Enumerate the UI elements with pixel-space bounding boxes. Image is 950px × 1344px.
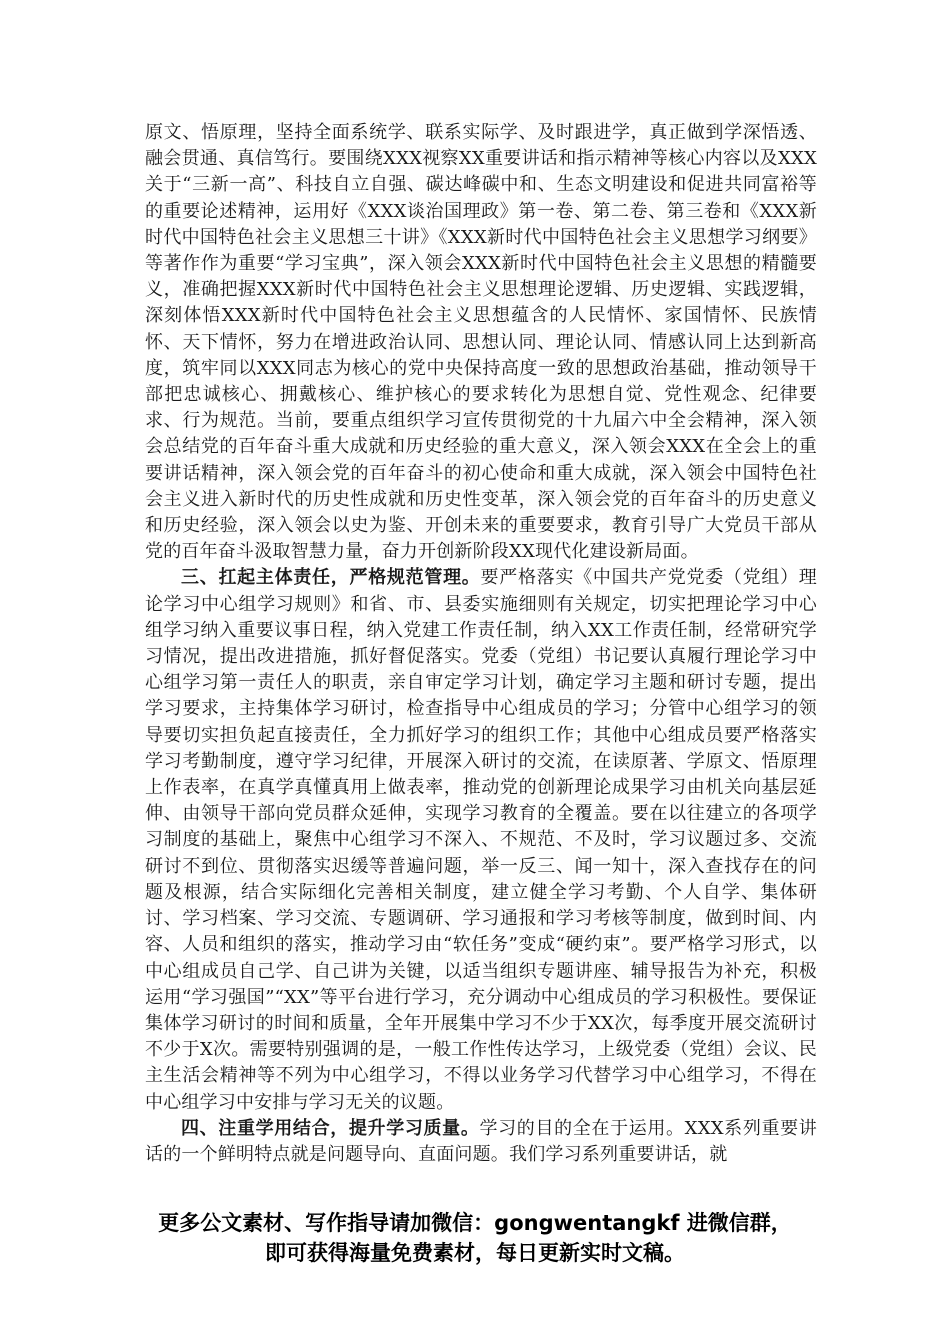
footer-ad-line: 更多公文素材、写作指导请加微信：gongwentangkf 进微信群， [158,1211,792,1235]
paragraph-text: 原文、悟原理，坚持全面系统学、联系实际学、及时跟进学，真正做到学深悟透、融会贯通、真信笃行。要围绕XXX视察XX重要讲话和指示精神等核心内容以及XXX关于“三新一高”、科技自立自强、碳达峰碳中和、生态文明建设和促进共同富裕等的重要论述精神，运用好《XXX谈治国理政》第一卷、第二卷、第三卷和《XXX新时代中国特色社会主义思想三十讲》《XXX新时代中国特色社会主义思想学习纲要》等著作作为重要“学习宝典”，深入领会XXX新时代中国特色社会主义思想的精髓要义，准确把握XXX新时代中国特色社会主义思想理论逻辑、历史逻辑、实践逻辑，深刻体悟XXX新时代中国特色社会主义思想蕴含的人民情怀、家国情怀、民族情怀、天下情怀，努力在增进政治认同、思想认同、理论认同、情感认同上达到新高度，筑牢同以XXX同志为核心的党中央保持高度一致的思想政治基础，推动领导干部把忠诚核心、拥戴核心、维护核心的要求转化为思想自觉、党性观念、纪律要求、行为规范。当前，要重点组织学习宣传贯彻党的十九届六中全会精神，深入领会总结党的百年奋斗重大成就和历史经验的重大意义，深入领会XXX在全会上的重要讲话精神，深入领会党的百年奋斗的初心使命和重大成就，深入领会中国特色社会主义进入新时代的历史性成就和历史性变革，深入领会党的百年奋斗的历史意义和历史经验，深入领会以史为鉴、开创未来的重要要求，教育引导广大党员干部从党的百年奋斗汲取智慧力量，奋力开创新阶段XX现代化建设新局面。 [145,122,817,563]
footer-ad-line: 即可获得海量免费素材，每日更新实时文稿。 [265,1241,685,1265]
paragraph-text: 要严格落实《中国共产党党委（党组）理论学习中心组学习规则》和省、市、县委实施细则有关规定，切实把理论学习中心组学习纳入重要议事日程，纳入党建工作责任制，纳入XX工作责任制，经常研究学习情况，提出改进措施，抓好督促落实。党委（党组）书记要认真履行理论学习中心组学习第一责任人的职责，亲自审定学习计划，确定学习主题和研讨专题，提出学习要求，主持集体学习研讨，检查指导中心组成员的学习；分管中心组学习的领导要切实担负起直接责任，全力抓好学习的组织工作；其他中心组成员要严格落实学习考勤制度，遵守学习纪律，开展深入研讨的交流，在读原著、学原文、悟原理上作表率，在真学真懂真用上做表率，推动党的创新理论成果学习由机关向基层延伸、由领导干部向党员群众延伸，实现学习教育的全覆盖。要在以往建立的各项学习制度的基础上，聚焦中心组学习不深入、不规范、不及时，学习议题过多、交流研讨不到位、贯彻落实迟缓等普遍问题，举一反三、闻一知十，深入查找存在的问题及根源，结合实际细化完善相关制度，建立健全学习考勤、个人自学、集体研讨、学习档案、学习交流、专题调研、学习通报和学习考核等制度，做到时间、内容、人员和组织的落实，推动学习由“软任务”变成“硬约束”。要严格学习形式，以中心组成员自己学、自己讲为关键，以适当组织专题讲座、辅导报告为补充，积极运用“学习强国”“XX”等平台进行学习，充分调动中心组成员的学习积极性。要保证集体学习研讨的时间和质量，全年开展集中学习不少于XX次，每季度开展交流研讨不少于X次。需要特别强调的是，一般工作性传达学习，上级党委（党组）会议、民主生活会精神等不列为中心组学习，不得以业务学习代替学习中心组学习，不得在中心组学习中安排与学习无关的议题。 [145,567,817,1113]
paragraph-text: 学习的目的全在于运用。XXX系列重要讲话的一个鲜明特点就是问题导向、直面问题。我们学习系列重要讲话，就 [145,1117,817,1165]
section-heading: 四、注重学用结合，提升学习质量。 [181,1117,480,1139]
footer-advertisement [0,1208,950,1268]
section-heading: 三、扛起主体责任，严格规范管理。 [181,567,481,589]
paragraph-section-three [145,565,817,1115]
paragraph-continuation [145,120,817,565]
document-body [145,120,817,1168]
paragraph-section-four [145,1116,817,1168]
